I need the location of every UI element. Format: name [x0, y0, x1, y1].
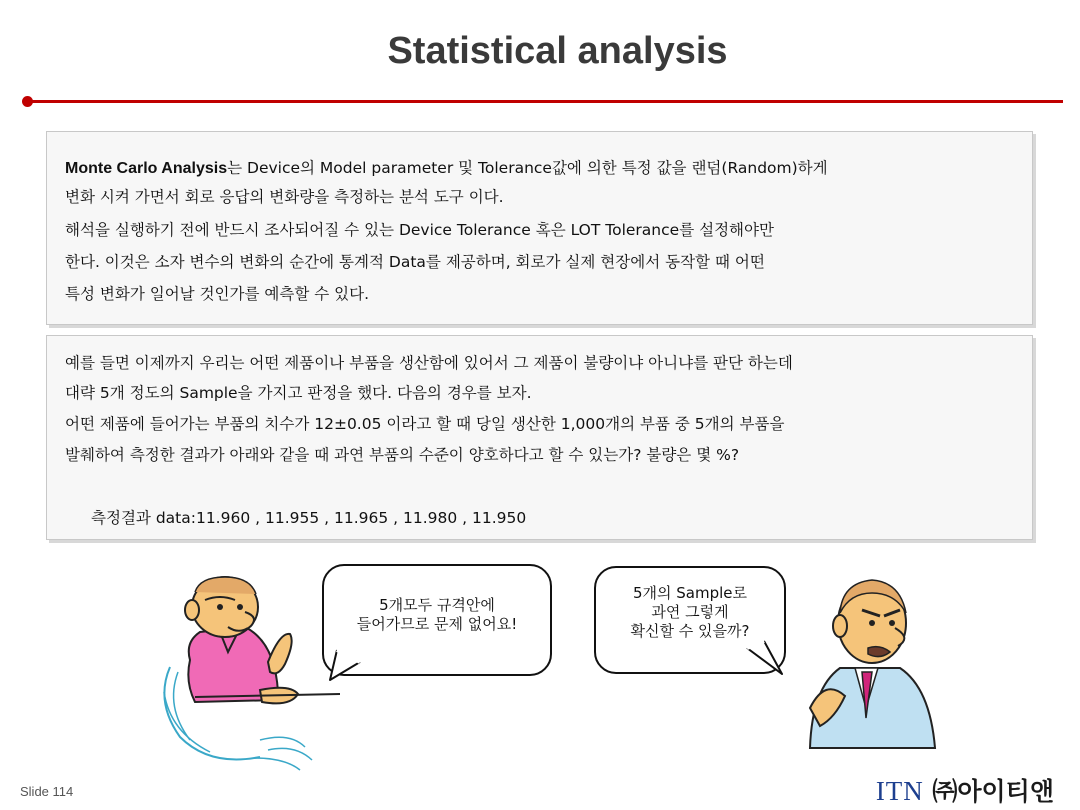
speech-bubble-left-tail [325, 640, 375, 690]
speech-bubble-right-line-1: 5개의 Sample로 [632, 584, 748, 602]
logo-korean: ㈜아이티앤 [932, 777, 1054, 806]
box1-line-1 [65, 156, 828, 178]
slide-number: Slide 114 [20, 784, 74, 799]
skeptical-engineer-illustration [800, 568, 940, 748]
box1-line-5: 특성 변화가 일어날 것인가를 예측할 수 있다. [65, 285, 370, 303]
speech-bubble-right-line-2: 과연 그렇게 [651, 603, 729, 621]
box1-line-2: 변화 시켜 가면서 회로 응답의 변화량을 측정하는 분석 도구 이다. [65, 188, 504, 206]
logo-itn: ITN [875, 776, 924, 806]
monte-carlo-term: Monte Carlo Analysis [65, 160, 228, 177]
box2-line-4: 발췌하여 측정한 결과가 아래와 같을 때 과연 부품의 수준이 양호하다고 할 수 있는가? 불량은 몇 %? [65, 446, 740, 464]
monte-carlo-description-box [46, 131, 1033, 325]
box1-line-1-text: 는 Device의 Model parameter 및 Tolerance값에 의한 특정 값을 랜덤(Random)하게 [227, 159, 828, 177]
box1-line-4: 한다. 이것은 소자 변수의 변화의 순간에 통계적 Data를 제공하며, 회로가 실제 현장에서 동작할 때 어떤 [65, 253, 765, 271]
title-rule [28, 100, 1063, 103]
box2-line-2: 대략 5개 정도의 Sample을 가지고 판정을 했다. 다음의 경우를 보자. [65, 384, 532, 402]
speech-bubble-right-tail [742, 636, 792, 686]
example-problem-box [46, 335, 1033, 540]
speech-bubble-left-line-1: 5개모두 규격안에 [379, 596, 495, 614]
box2-line-1: 예를 들면 이제까지 우리는 어떤 제품이나 부품을 생산함에 있어서 그 제품이 불량이냐 아니냐를 판단 하는데 [65, 354, 793, 372]
company-logo [876, 772, 1054, 808]
speech-bubble-right-line-3: 확신할 수 있을까? [630, 622, 750, 640]
speech-bubble-left-line-2: 들어가므로 문제 없어요! [356, 615, 518, 633]
box2-line-3: 어떤 제품에 들어가는 부품의 치수가 12±0.05 이라고 할 때 당일 생산한 1,000개의 부품 중 5개의 부품을 [65, 415, 785, 433]
slide-title: Statistical analysis [387, 30, 728, 72]
confident-engineer-illustration [150, 572, 350, 772]
box1-line-3: 해석을 실행하기 전에 반드시 조사되어질 수 있는 Device Tolerance 혹은 LOT Tolerance를 설정해야만 [65, 221, 774, 239]
measurement-data: 측정결과 data:11.960 , 11.955 , 11.965 , 11.980 , 11.950 [91, 509, 527, 527]
